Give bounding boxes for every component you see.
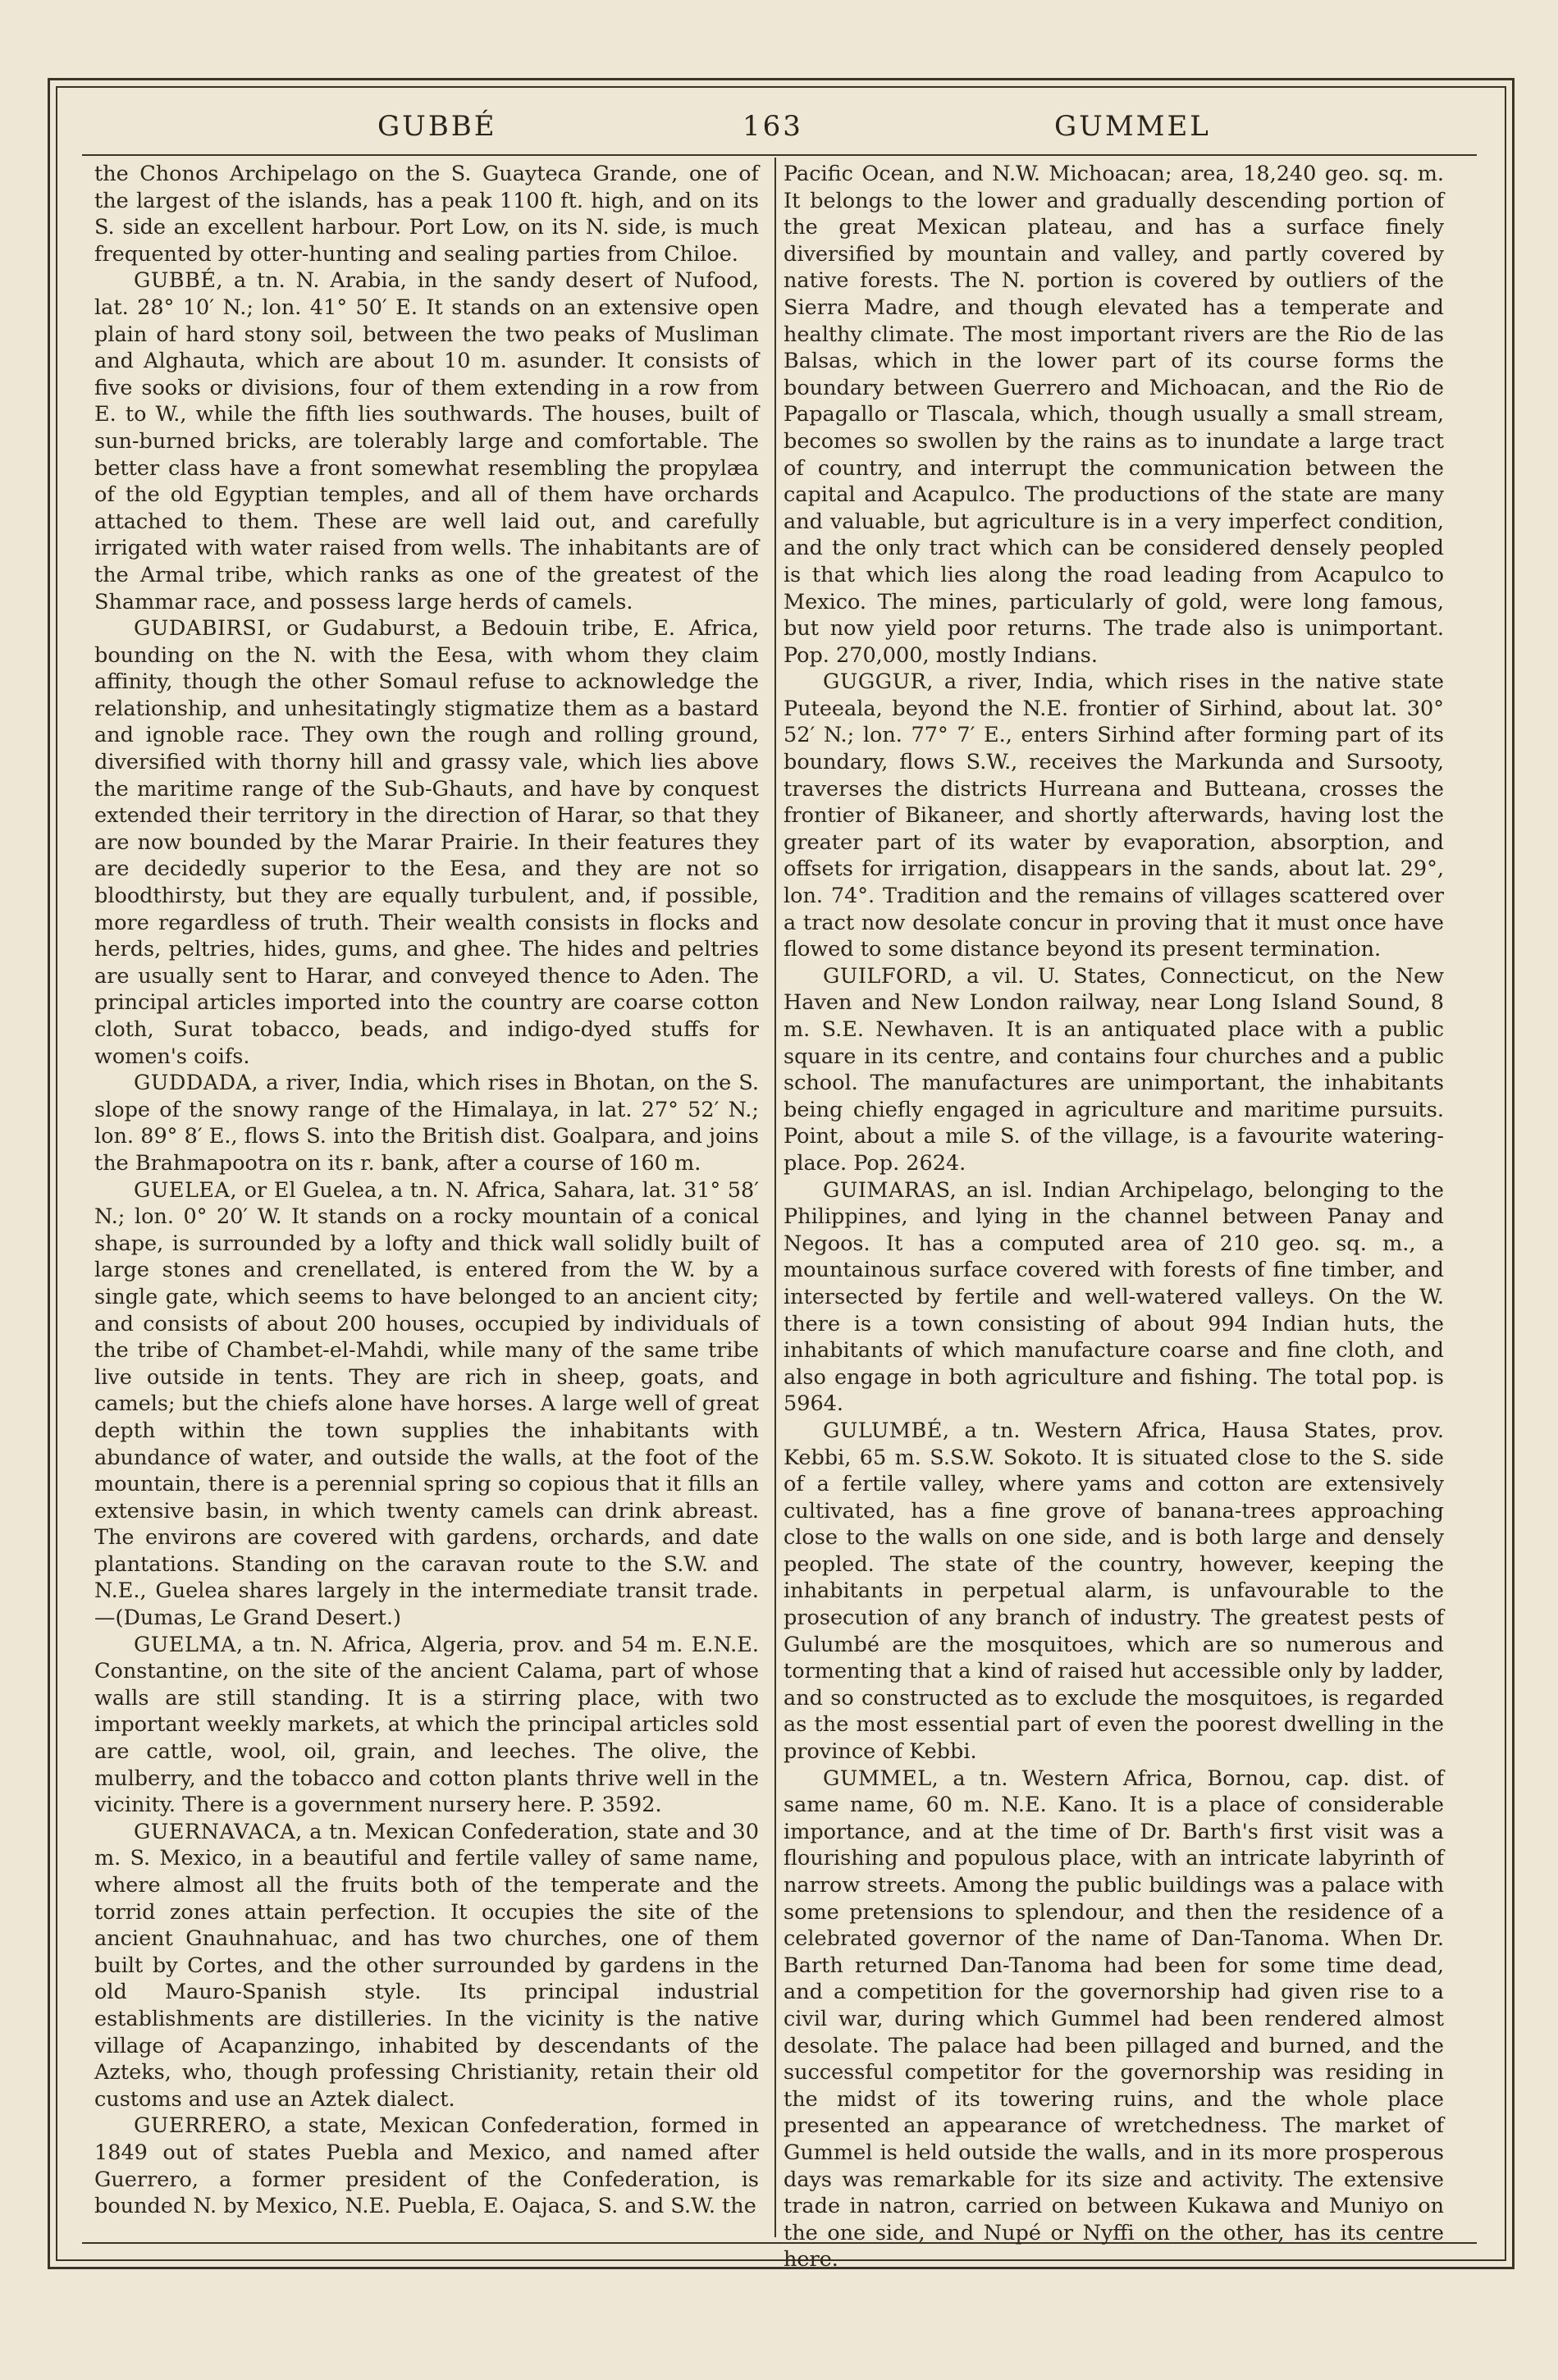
- entry-continuation: the Chonos Archipelago on the S. Guayteca Grande, one of the largest of the islands, has a peak 1100 ft. high, and on its S. side an excellent harbour. Port Low, on its N. side, is much frequented by otter-hunting and sealing parties from Chiloe.: [94, 162, 759, 267]
- entry-gulumbe: GULUMBÉ, a tn. Western Africa, Hausa States, prov. Kebbi, 65 m. S.S.W. Sokoto. It is situated close to the S. side of a fertile valley, where yams and cotton are extensively cultivated, has a fine grove of banana-trees approaching close to the walls on one side, and is both large and densely peopled. The state of the country, however, keeping the inhabitants in perpetual alarm, is unfavourable to the prosecution of any branch of industry. The greatest pests of Gulumbé are the mosquitoes, which are so numerous and tormenting that a kind of raised hut accessible only by ladder, and so constructed as to exclude the mosquitoes, is regarded as the most essential part of even the poorest dwelling in the province of Kebbi.: [784, 1418, 1444, 1765]
- entry-guimaras: GUIMARAS, an isl. Indian Archipelago, belonging to the Philippines, and lying in the channel between Panay and Negoos. It has a computed area of 210 geo. sq. m., a mountainous surface covered with forests of fine timber, and intersected by fertile and well-watered valleys. On the W. there is a town consisting of about 994 Indian huts, the inhabitants of which manufacture coarse and fine cloth, and also engage in both agriculture and fishing. The total pop. is 5964.: [784, 1177, 1444, 1417]
- entry-gudabirsi: GUDABIRSI, or Gudaburst, a Bedouin tribe, E. Africa, bounding on the N. with the Eesa, with whom they claim affinity, though the other Somaul refuse to acknowledge the relationship, and unhesitatingly stigmatize them as a bastard and ignoble race. They own the rough and rolling ground, diversified with thorny hill and grassy vale, which lies above the maritime range of the Sub-Ghauts, and have by conquest extended their territory in the direction of Harar, so that they are now bounded by the Marar Prairie. In their features they are decidedly superior to the Eesa, and they are not so bloodthirsty, but they are equally turbulent, and, if possible, more regardless of truth. Their wealth consists in flocks and herds, peltries, hides, gums, and ghee. The hides and peltries are usually sent to Harar, and conveyed thence to Aden. The principal articles imported into the country are coarse cotton cloth, Surat tobacco, beads, and indigo-dyed stuffs for women's coifs.: [94, 616, 759, 1069]
- headword: GUDDADA,: [134, 1071, 259, 1096]
- headword: GUELEA,: [134, 1177, 238, 1203]
- header-right-guideword: GUMMEL: [1054, 110, 1211, 143]
- entry-continuation: Pacific Ocean, and N.W. Michoacan; area, 18,240 geo. sq. m. It belongs to the lower and gradually descending portion of the great Mexican plateau, and has a surface finely diversified by mountain and valley, and partly covered by native forests. The N. portion is covered by outliers of the Sierra Madre, and though elevated has a temperate and healthy climate. The most important rivers are the Rio de las Balsas, which in the lower part of its course forms the boundary between Guerrero and Michoacan, and the Rio de Papagallo or Tlascala, which, though usually a small stream, becomes so swollen by the rains as to inundate a large tract of country, and interrupt the communication between the capital and Acapulco. The productions of the state are many and valuable, but agriculture is in a very imperfect condition, and the only tract which can be considered densely peopled is that which lies along the road leading from Acapulco to Mexico. The mines, particularly of gold, were long famous, but now yield poor returns. The trade also is unimportant. Pop. 270,000, mostly Indians.: [784, 162, 1444, 668]
- entry-guggur: GUGGUR, a river, India, which rises in the native state Puteeala, beyond the N.E. frontier of Sirhind, about lat. 30° 52′ N.; lon. 77° 7′ E., enters Sirhind after forming part of its boundary, flows S.W., receives the Markunda and Sursooty, traverses the districts Hurreana and Butteana, crosses the frontier of Bikaneer, and shortly afterwards, having lost the greater part of its water by evaporation, absorption, and offsets for irrigation, disappears in the sands, about lat. 29°, lon. 74°. Tradition and the remains of villages scattered over a tract now desolate concur in proving that it must once have flowed to some distance beyond its present termination.: [784, 669, 1444, 962]
- headword: GUDABIRSI,: [134, 616, 273, 642]
- page-number: 163: [742, 110, 803, 143]
- headword: GUIMARAS,: [823, 1177, 957, 1203]
- entry-guilford: GUILFORD, a vil. U. States, Connecticut, on the New Haven and New London railway, near Long Island Sound, 8 m. S.E. Newhaven. It is an antiquated place with a public square in its centre, and contains four churches and a public school. The manufactures are unimportant, the inhabitants being chiefly engaged in agriculture and maritime pursuits. Point, about a mile S. of the village, is a favourite watering-place. Pop. 2624.: [784, 963, 1444, 1176]
- headword: GUELMA,: [134, 1632, 244, 1657]
- entry-guddada: GUDDADA, a river, India, which rises in Bhotan, on the S. slope of the snowy range of the Himalaya, in lat. 27° 52′ N.; lon. 89° 8′ E., flows S. into the British dist. Goalpara, and joins the Brahmapootra on its r. bank, after a course of 160 m.: [94, 1071, 759, 1176]
- headword: GUERRERO,: [134, 2113, 272, 2139]
- left-column: [94, 161, 759, 2228]
- header-rule: [82, 154, 1477, 156]
- headword: GUERNAVACA,: [134, 1819, 303, 1844]
- entry-guelma: GUELMA, a tn. N. Africa, Algeria, prov. and 54 m. E.N.E. Constantine, on the site of the ancient Calama, part of whose walls are still standing. It is a stirring place, with two important weekly markets, at which the principal articles sold are cattle, wool, oil, grain, and leeches. The olive, the mulberry, and the tobacco and cotton plants thrive well in the vicinity. There is a government nursery here. P. 3592.: [94, 1632, 759, 1818]
- entry-guelea: GUELEA, or El Guelea, a tn. N. Africa, Sahara, lat. 31° 58′ N.; lon. 0° 20′ W. It stands on a rocky mountain of a conical shape, is surrounded by a lofty and thick wall solidly built of large stones and crenellated, is entered from the W. by a single gate, which seems to have belonged to an ancient city; and consists of about 200 houses, occupied by individuals of the tribe of Chambet-el-Mahdi, while many of the same tribe live outside in tents. They are rich in sheep, goats, and camels; but the chiefs alone have horses. A large well of great depth within the town supplies the inhabitants with abundance of water, and outside the walls, at the foot of the mountain, there is a perennial spring so copious that it fills an extensive basin, in which twenty camels can drink abreast. The environs are covered with gardens, orchards, and date plantations. Standing on the caravan route to the S.W. and N.E., Guelea shares largely in the intermediate transit trade.—(Dumas, Le Grand Desert.): [94, 1177, 759, 1631]
- entry-gummel: GUMMEL, a tn. Western Africa, Bornou, cap. dist. of same name, 60 m. N.E. Kano. It is a place of considerable importance, and at the time of Dr. Barth's first visit was a flourishing and populous place, with an intricate labyrinth of narrow streets. Among the public buildings was a palace with some pretensions to splendour, and then the residence of a celebrated governor of the name of Dan-Tanoma. When Dr. Barth returned Dan-Tanoma had been for some time dead, and a competition for the governorship had given rise to a civil war, during which Gummel had been rendered almost desolate. The palace had been pillaged and burned, and the successful competitor for the governorship was residing in the midst of its towering ruins, and the whole place presented an appearance of wretchedness. The market of Gummel is held outside the walls, and in its more prosperous days was remarkable for its size and activity. The extensive trade in natron, carried on between Kukawa and Muniyo on the one side, and Nupé or Nyffi on the other, has its centre here.: [784, 1766, 1444, 2273]
- headword: GUMMEL,: [823, 1766, 939, 1791]
- header-left-guideword: GUBBÉ: [377, 110, 497, 143]
- entry-guernavaca: GUERNAVACA, a tn. Mexican Confederation, state and 30 m. S. Mexico, in a beautiful and fertile valley of same name, where almost all the fruits both of the temperate and the torrid zones attain perfection. It occupies the site of the ancient Gnauhnahuac, and has two churches, one of them built by Cortes, and the other surrounded by gardens in the old Mauro-Spanish style. Its principal industrial establishments are distilleries. In the vicinity is the native village of Acapanzingo, inhabited by descendants of the Azteks, who, though professing Christianity, retain their old customs and use an Aztek dialect.: [94, 1819, 759, 2112]
- running-header: [82, 105, 1477, 154]
- entry-gubbe: GUBBÉ, a tn. N. Arabia, in the sandy desert of Nufood, lat. 28° 10′ N.; lon. 41° 50′ E. It stands on an extensive open plain of hard stony soil, between the two peaks of Musliman and Alghauta, which are about 10 m. asunder. It consists of five sooks or divisions, four of them extending in a row from E. to W., while the fifth lies southwards. The houses, built of sun-burned bricks, are tolerably large and comfortable. The better class have a front somewhat resembling the propylæa of the old Egyptian temples, and all of them have orchards attached to them. These are well laid out, and carefully irrigated with water raised from wells. The inhabitants are of the Armal tribe, which ranks as one of the greatest of the Shammar race, and possess large herds of camels.: [94, 268, 759, 614]
- column-divider: [774, 158, 776, 2237]
- entry-guerrero: GUERRERO, a state, Mexican Confederation, formed in 1849 out of states Puebla and Mexico, and named after Guerrero, a former president of the Confederation, is bounded N. by Mexico, N.E. Puebla, E. Oajaca, S. and S.W. the: [94, 2113, 759, 2219]
- headword: GUGGUR,: [823, 669, 934, 695]
- headword: GULUMBÉ,: [823, 1418, 950, 1443]
- headword: GUBBÉ,: [134, 268, 224, 294]
- headword: GUILFORD,: [823, 963, 953, 989]
- right-column: [784, 161, 1444, 2273]
